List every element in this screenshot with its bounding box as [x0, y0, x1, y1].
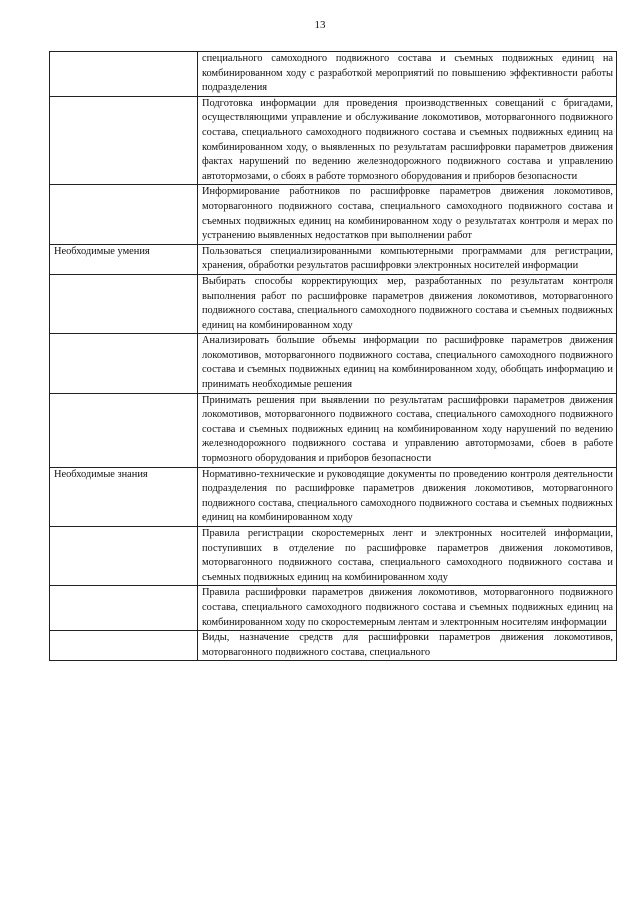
table-row: [50, 631, 617, 661]
row-text: Выбирать способы корректирующих мер, разработанных по результатам контроля выполнения работ по расшифровке параметров движения локомотивов, моторвагонного подвижного состава, специального самоходного подвижного состава и съемных подвижных единиц на комбинированном ходу: [198, 274, 617, 333]
table-row: [50, 586, 617, 631]
row-text: Виды, назначение средств для расшифровки параметров движения локомотивов, моторвагонного подвижного состава, специального: [198, 631, 617, 661]
table-row: [50, 527, 617, 586]
row-text: Принимать решения при выявлении по результатам расшифровки параметров движения локомотивов, моторвагонного подвижного состава, специального самоходного подвижного состава и съемных подвижных единиц на комбинированном ходу нарушений по ведению железнодорожного подвижного состава и управлению автотормозами, сбоев в работе тормозного оборудования и приборов безопасности: [198, 393, 617, 467]
row-text: Правила регистрации скоростемерных лент и электронных носителей информации, поступивших в отделение по расшифровке параметров движения локомотивов, моторвагонного подвижного состава, специального самоходного подвижного состава и съемных подвижных единиц на комбинированном ходу: [198, 527, 617, 586]
row-label: [50, 393, 198, 467]
row-label: [50, 586, 198, 631]
row-text: Анализировать большие объемы информации по расшифровке параметров движения локомотивов, моторвагонного подвижного состава, специального самоходного подвижного состава и съемных подвижных единиц на комбинированном ходу, обобщать информацию и принимать необходимые решения: [198, 334, 617, 393]
table-row: [50, 334, 617, 393]
table-row: [50, 52, 617, 97]
row-label: [50, 185, 198, 244]
table-row: [50, 274, 617, 333]
row-text: Подготовка информации для проведения производственных совещаний с бригадами, осуществляющими управление и обслуживание локомотивов, моторвагонного подвижного состава, специального самоходного подвижного состава и съемных подвижных единиц на комбинированном ходу, о выявленных по результатам расшифровки параметров движения фактах нарушений по ведению железнодорожного подвижного состава и управлению автотормозами, о сбоях в работе тормозного оборудования и приборов безопасности: [198, 96, 617, 185]
competency-table: [49, 51, 617, 661]
table-row: [50, 393, 617, 467]
row-text: Правила расшифровки параметров движения локомотивов, моторвагонного подвижного состава, специального самоходного подвижного состава и съемных подвижных единиц на комбинированном ходу по скоростемерным лентам и электронным носителям информации: [198, 586, 617, 631]
row-text: Нормативно-технические и руководящие документы по проведению контроля деятельности подразделения по расшифровке параметров движения локомотивов, моторвагонного подвижного состава, специального самоходного подвижного состава и съемных подвижных единиц на комбинированном ходу: [198, 467, 617, 526]
row-text: Пользоваться специализированными компьютерными программами для регистрации, хранения, обработки результатов расшифровки электронных носителей информации: [198, 244, 617, 274]
row-label: [50, 52, 198, 97]
row-label: [50, 334, 198, 393]
section-label-skills: Необходимые умения: [50, 244, 198, 274]
row-label: [50, 631, 198, 661]
table-row: [50, 244, 617, 274]
row-text: специального самоходного подвижного состава и съемных подвижных единиц на комбинированном ходу с разработкой мероприятий по повышению эффективности работы подразделения: [198, 52, 617, 97]
row-label: [50, 527, 198, 586]
table-row: [50, 185, 617, 244]
section-label-knowledge: Необходимые знания: [50, 467, 198, 526]
row-label: [50, 96, 198, 185]
row-text: Информирование работников по расшифровке параметров движения локомотивов, моторвагонного подвижного состава, специального самоходного подвижного состава и съемных подвижных единиц на комбинированном ходу о результатах контроля и мерах по устранению выявленных недостатков при выполнении работ: [198, 185, 617, 244]
table-row: [50, 96, 617, 185]
row-label: [50, 274, 198, 333]
table-row: [50, 467, 617, 526]
page-number: 13: [314, 19, 326, 31]
